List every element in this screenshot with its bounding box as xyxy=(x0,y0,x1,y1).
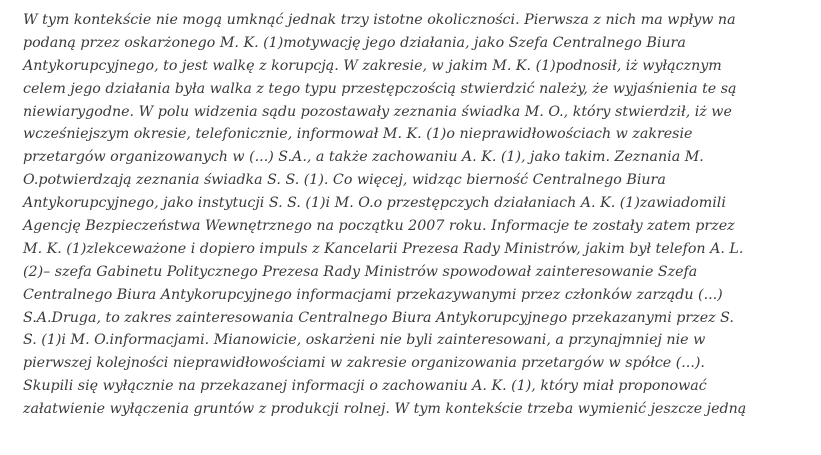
text-line: przetargów organizowanych w (...) S.A., a także zachowaniu A. K. (1), jako takim. Zeznania M. xyxy=(23,149,704,166)
document-body xyxy=(23,9,821,421)
text-line: Agencję Bezpieczeństwa Wewnętrznego na początku 2007 roku. Informacje te zostały zatem przez xyxy=(23,218,735,235)
text-line: Antykorupcyjnego, to jest walkę z korupcją. W zakresie, w jakim M. K. (1)podnosił, iż wyłącznym xyxy=(23,57,722,74)
text-line: celem jego działania była walka z tego typu przestępczością stwierdzić należy, że wyjaśnienia te są xyxy=(23,80,737,97)
text-line: M. K. (1)zlekceważone i dopiero impuls z Kancelarii Prezesa Rady Ministrów, jakim był telefon A. L. xyxy=(23,240,744,257)
text-line: S. (1)i M. O.informacjami. Mianowicie, oskarżeni nie byli zainteresowani, a przynajmniej nie w xyxy=(23,332,706,349)
text-line: (2)– szefa Gabinetu Politycznego Prezesa Rady Ministrów spowodował zainteresowanie Szefa xyxy=(23,263,698,280)
text-line: wcześniejszym okresie, telefonicznie, informował M. K. (1)o nieprawidłowościach w zakresie xyxy=(23,126,693,143)
text-line: podaną przez oskarżonego M. K. (1)motywację jego działania, jako Szefa Centralnego Biura xyxy=(23,34,686,51)
text-line: pierwszej kolejności nieprawidłowościami w zakresie organizowania przetargów w spółce (...). xyxy=(23,355,705,372)
text-line: Antykorupcyjnego, jako instytucji S. S. (1)i M. O.o przestępczych działaniach A. K. (1)zawiadomili xyxy=(23,195,726,212)
text-line: załatwienie wyłączenia gruntów z produkcji rolnej. W tym kontekście trzeba wymienić jeszcze jedną xyxy=(23,401,747,418)
text-line: W tym kontekście nie mogą umknąć jednak trzy istotne okoliczności. Pierwsza z nich ma wpływ na xyxy=(23,12,736,28)
text-line: S.A.Druga, to zakres zainteresowania Centralnego Biura Antykorupcyjnego przekazanymi przez S. xyxy=(23,309,734,326)
text-line: Centralnego Biura Antykorupcyjnego informacjami przekazywanymi przez członków zarządu (...) xyxy=(23,286,723,303)
text-line: niewiarygodne. W polu widzenia sądu pozostawały zeznania świadka M. O., który stwierdził, iż we xyxy=(23,103,732,120)
text-line: Skupili się wyłącznie na przekazanej informacji o zachowaniu A. K. (1), który miał proponować xyxy=(23,378,707,395)
text-line: O.potwierdzają zeznania świadka S. S. (1). Co więcej, widząc bierność Centralnego Biura xyxy=(23,172,666,189)
